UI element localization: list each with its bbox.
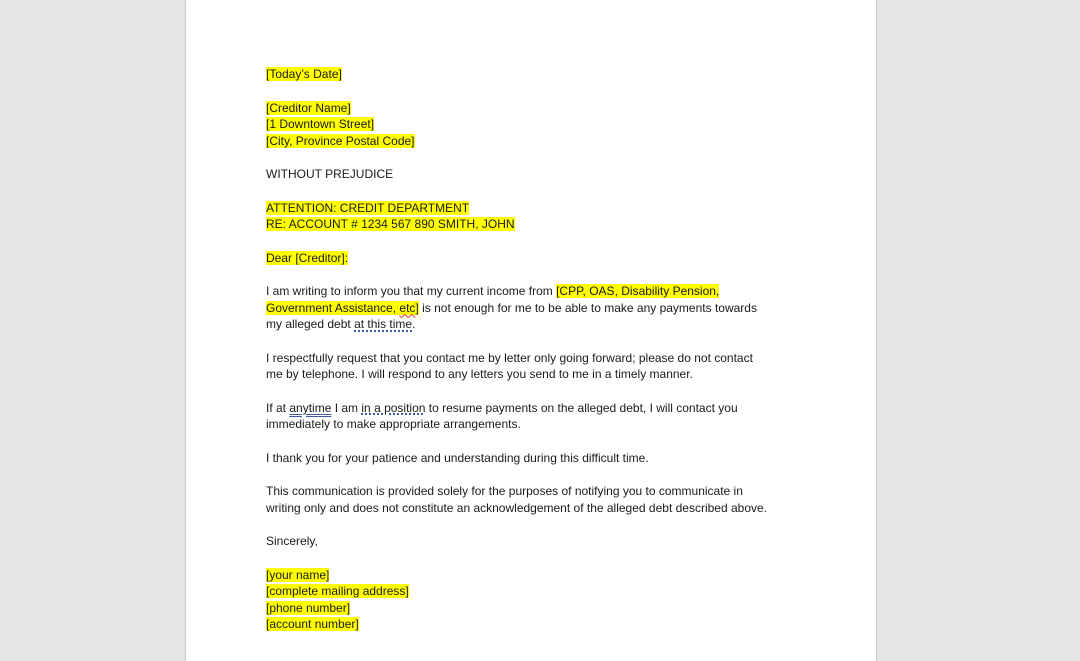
creditor-city-line: [266, 133, 826, 150]
attention-line: [266, 200, 826, 217]
disclaimer-text-cont: writing only and does not constitute an acknowledgement of the alleged debt described above.: [266, 500, 767, 515]
resume-text-cont: immediately to make appropriate arrangements.: [266, 417, 521, 431]
closing-line: [266, 533, 826, 550]
without-prejudice-line: [266, 166, 826, 183]
attention-text: ATTENTION: CREDIT DEPARTMENT: [266, 200, 470, 215]
grammar-suggestion-anytime[interactable]: anytime: [289, 400, 332, 415]
paragraph-resume-line-1: [266, 400, 826, 417]
disclaimer-text: This communication is provided solely for the purposes of notifying you to communicate in: [266, 484, 743, 498]
creditor-city-placeholder: [City, Province Postal Code]: [266, 133, 415, 148]
creditor-name-line: [266, 100, 826, 117]
resume-text-c: I am: [331, 400, 362, 415]
date-line: [266, 66, 826, 83]
signature-name-placeholder: [your name]: [266, 567, 330, 582]
contact-text: I respectfully request that you contact me by letter only going forward; please do not contact: [266, 350, 753, 365]
paragraph-thanks: [266, 450, 826, 467]
signature-account-line: [266, 616, 826, 633]
signature-phone-line: [266, 600, 826, 617]
paragraph-contact-line-2: [266, 366, 826, 383]
paragraph-disclaimer-line-1: [266, 483, 826, 500]
salutation-text: Dear [Creditor]:: [266, 250, 349, 265]
income-text-end: my alleged debt: [266, 317, 355, 331]
without-prejudice-text: WITHOUT PREJUDICE: [266, 167, 394, 181]
re-account-text: RE: ACCOUNT # 1234 567 890 SMITH, JOHN: [266, 217, 515, 231]
contact-text-cont: me by telephone. I will respond to any letters you send to me in a timely manner.: [266, 367, 693, 381]
signature-phone-placeholder: [phone number]: [266, 600, 351, 615]
paragraph-income-line-3: [266, 316, 826, 333]
signature-address-placeholder: [complete mailing address]: [266, 584, 409, 598]
grammar-suggestion-at-this-time[interactable]: at this time: [354, 317, 413, 331]
income-source-placeholder-cont: Government Assistance,: [266, 300, 400, 315]
resume-text-e: to resume payments on the alleged debt, I will contact you: [425, 400, 738, 415]
creditor-street-placeholder: [1 Downtown Street]: [266, 117, 375, 131]
income-source-placeholder: [CPP, OAS, Disability Pension,: [556, 284, 720, 298]
signature-name-line: [266, 567, 826, 584]
closing-text: Sincerely,: [266, 534, 318, 548]
resume-text-a: If at: [266, 400, 290, 415]
signature-address-line: [266, 583, 826, 600]
paragraph-resume-line-2: [266, 416, 826, 433]
income-text: I am writing to inform you that my current income from: [266, 284, 557, 298]
paragraph-income-line-1: [266, 283, 826, 300]
letter-body[interactable]: [266, 66, 826, 633]
signature-account-placeholder: [account number]: [266, 617, 359, 631]
creditor-street-line: [266, 116, 826, 133]
re-line: [266, 216, 826, 233]
income-text-period: .: [412, 317, 416, 331]
income-text-cont: is not enough for me to be able to make any payments towards: [418, 300, 757, 315]
paragraph-contact-line-1: [266, 350, 826, 367]
grammar-suggestion-in-a-position[interactable]: in a position: [361, 400, 426, 415]
date-placeholder: [Today’s Date]: [266, 67, 342, 81]
paragraph-income-line-2: [266, 300, 826, 317]
paragraph-disclaimer-line-2: [266, 500, 826, 517]
salutation-line: [266, 250, 826, 267]
document-page[interactable]: [185, 0, 877, 661]
spelling-error-etc[interactable]: etc: [399, 300, 416, 315]
creditor-name-placeholder: [Creditor Name]: [266, 100, 351, 115]
income-source-placeholder-end: ]: [415, 300, 419, 315]
thanks-text: I thank you for your patience and understanding during this difficult time.: [266, 450, 649, 465]
